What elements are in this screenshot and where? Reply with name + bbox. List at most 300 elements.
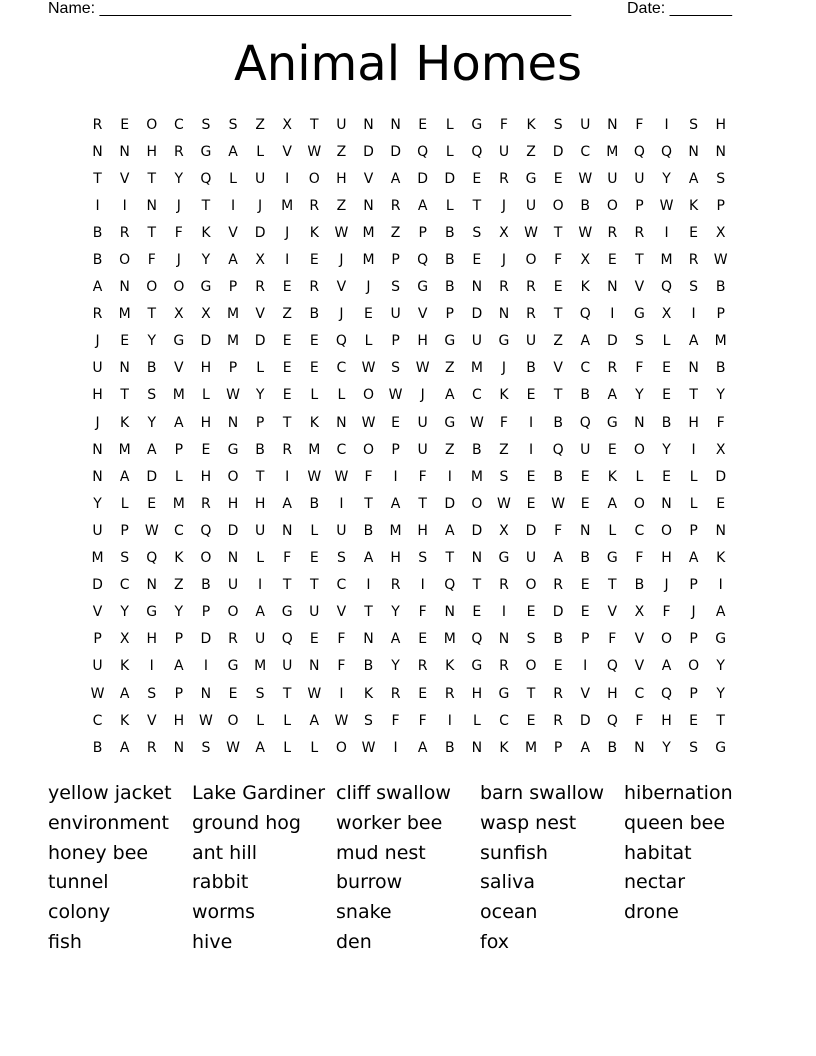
grid-letter[interactable]: D bbox=[363, 143, 374, 160]
grid-letter[interactable]: X bbox=[661, 306, 672, 323]
grid-letter[interactable]: E bbox=[526, 468, 536, 485]
grid-letter[interactable]: N bbox=[607, 116, 618, 133]
grid-letter[interactable]: I bbox=[393, 739, 398, 756]
grid-letter[interactable]: H bbox=[661, 712, 672, 729]
grid-letter[interactable]: H bbox=[200, 360, 212, 377]
grid-letter[interactable]: Z bbox=[336, 143, 347, 160]
grid-letter[interactable]: P bbox=[391, 441, 400, 458]
grid-letter[interactable]: F bbox=[635, 116, 644, 133]
grid-letter[interactable]: Y bbox=[391, 604, 400, 621]
grid-letter[interactable]: M bbox=[226, 306, 240, 323]
grid-letter[interactable]: V bbox=[580, 685, 591, 702]
grid-letter[interactable]: V bbox=[228, 224, 238, 241]
grid-letter[interactable]: X bbox=[282, 116, 292, 133]
grid-letter[interactable]: V bbox=[146, 712, 157, 729]
grid-letter[interactable]: P bbox=[716, 306, 725, 323]
grid-letter[interactable]: B bbox=[553, 468, 563, 485]
grid-letter[interactable]: B bbox=[363, 522, 374, 539]
grid-letter[interactable]: A bbox=[363, 550, 374, 567]
grid-letter[interactable]: W bbox=[659, 197, 674, 214]
grid-letter[interactable]: A bbox=[92, 279, 103, 296]
grid-letter[interactable]: R bbox=[390, 577, 401, 594]
grid-letter[interactable]: N bbox=[498, 631, 510, 648]
grid-letter[interactable]: U bbox=[525, 197, 537, 214]
grid-letter[interactable]: E bbox=[364, 306, 373, 323]
grid-letter[interactable]: O bbox=[688, 658, 700, 675]
grid-letter[interactable]: A bbox=[715, 604, 726, 621]
grid-letter[interactable]: R bbox=[92, 306, 103, 323]
grid-letter[interactable]: S bbox=[201, 739, 211, 756]
grid-letter[interactable]: O bbox=[661, 522, 673, 539]
grid-letter[interactable]: A bbox=[390, 495, 401, 512]
grid-letter[interactable]: N bbox=[92, 143, 103, 160]
grid-letter[interactable]: L bbox=[337, 387, 346, 404]
grid-letter[interactable]: A bbox=[390, 170, 401, 187]
grid-letter[interactable]: I bbox=[230, 197, 236, 214]
grid-letter[interactable]: B bbox=[661, 414, 672, 431]
grid-letter[interactable]: S bbox=[120, 550, 130, 567]
grid-letter[interactable]: M bbox=[362, 224, 375, 241]
grid-letter[interactable]: B bbox=[526, 360, 536, 377]
grid-letter[interactable]: L bbox=[310, 522, 319, 539]
grid-letter[interactable]: G bbox=[444, 414, 456, 431]
grid-letter[interactable]: U bbox=[580, 116, 591, 133]
grid-letter[interactable]: U bbox=[417, 441, 428, 458]
grid-letter[interactable]: D bbox=[254, 333, 266, 350]
grid-letter[interactable]: J bbox=[366, 279, 371, 296]
grid-letter[interactable]: S bbox=[391, 279, 401, 296]
grid-letter[interactable]: E bbox=[282, 333, 292, 350]
grid-letter[interactable]: W bbox=[469, 414, 484, 431]
grid-letter[interactable]: E bbox=[526, 495, 536, 512]
grid-letter[interactable]: O bbox=[200, 550, 212, 567]
grid-letter[interactable]: E bbox=[309, 360, 319, 377]
grid-letter[interactable]: T bbox=[282, 414, 292, 431]
grid-letter[interactable]: E bbox=[716, 495, 726, 512]
grid-letter[interactable]: B bbox=[580, 197, 591, 214]
grid-letter[interactable]: U bbox=[498, 143, 510, 160]
grid-letter[interactable]: Y bbox=[662, 441, 671, 458]
grid-letter[interactable]: I bbox=[393, 468, 398, 485]
grid-letter[interactable]: W bbox=[307, 685, 322, 702]
grid-letter[interactable]: J bbox=[664, 577, 669, 594]
grid-letter[interactable]: I bbox=[285, 468, 290, 485]
grid-letter[interactable]: E bbox=[282, 279, 292, 296]
grid-letter[interactable]: Q bbox=[335, 333, 347, 350]
grid-letter[interactable]: U bbox=[471, 333, 482, 350]
grid-letter[interactable]: O bbox=[227, 468, 239, 485]
grid-letter[interactable]: B bbox=[634, 577, 645, 594]
grid-letter[interactable]: B bbox=[715, 279, 726, 296]
grid-letter[interactable]: P bbox=[93, 631, 102, 648]
grid-letter[interactable]: X bbox=[715, 224, 726, 241]
grid-letter[interactable]: D bbox=[444, 495, 456, 512]
grid-letter[interactable]: D bbox=[390, 143, 401, 160]
grid-letter[interactable]: Y bbox=[391, 658, 400, 675]
grid-letter[interactable]: D bbox=[146, 468, 158, 485]
grid-letter[interactable]: R bbox=[309, 197, 320, 214]
grid-letter[interactable]: G bbox=[417, 279, 429, 296]
grid-letter[interactable]: E bbox=[418, 116, 428, 133]
grid-letter[interactable]: U bbox=[282, 658, 293, 675]
grid-letter[interactable]: Y bbox=[255, 387, 265, 404]
grid-letter[interactable]: E bbox=[553, 658, 563, 675]
grid-letter[interactable]: E bbox=[662, 360, 671, 377]
grid-letter[interactable]: R bbox=[146, 739, 157, 756]
grid-letter[interactable]: P bbox=[120, 522, 129, 539]
grid-letter[interactable]: F bbox=[418, 712, 427, 729]
grid-letter[interactable]: M bbox=[254, 658, 267, 675]
grid-letter[interactable]: S bbox=[418, 550, 428, 567]
grid-letter[interactable]: N bbox=[390, 116, 401, 133]
grid-letter[interactable]: W bbox=[361, 739, 376, 756]
grid-letter[interactable]: S bbox=[364, 712, 373, 729]
name-field[interactable]: Name: _____________________________________________________ bbox=[48, 0, 572, 17]
grid-letter[interactable]: U bbox=[336, 116, 347, 133]
grid-letter[interactable]: D bbox=[552, 604, 564, 621]
grid-letter[interactable]: R bbox=[92, 116, 103, 133]
grid-letter[interactable]: W bbox=[388, 387, 403, 404]
grid-letter[interactable]: P bbox=[228, 279, 238, 296]
grid-letter[interactable]: G bbox=[200, 143, 212, 160]
grid-letter[interactable]: Z bbox=[444, 441, 455, 458]
grid-letter[interactable]: A bbox=[119, 685, 130, 702]
grid-letter[interactable]: Q bbox=[552, 441, 564, 458]
grid-letter[interactable]: N bbox=[146, 577, 157, 594]
grid-letter[interactable]: I bbox=[420, 577, 425, 594]
grid-letter[interactable]: S bbox=[147, 387, 157, 404]
grid-letter[interactable]: B bbox=[255, 441, 265, 458]
grid-letter[interactable]: X bbox=[634, 604, 645, 621]
grid-letter[interactable]: E bbox=[580, 468, 590, 485]
grid-letter[interactable]: Q bbox=[200, 522, 212, 539]
grid-letter[interactable]: U bbox=[525, 333, 537, 350]
grid-letter[interactable]: I bbox=[718, 577, 723, 594]
grid-letter[interactable]: N bbox=[498, 306, 510, 323]
grid-letter[interactable]: K bbox=[607, 468, 617, 485]
grid-letter[interactable]: S bbox=[634, 333, 644, 350]
grid-letter[interactable]: Y bbox=[120, 604, 129, 621]
grid-letter[interactable]: Q bbox=[579, 306, 591, 323]
grid-letter[interactable]: Y bbox=[716, 685, 725, 702]
grid-letter[interactable]: E bbox=[201, 441, 211, 458]
grid-letter[interactable]: M bbox=[470, 468, 483, 485]
grid-letter[interactable]: P bbox=[391, 252, 400, 269]
grid-letter[interactable]: N bbox=[634, 739, 645, 756]
grid-letter[interactable]: K bbox=[689, 197, 699, 214]
grid-letter[interactable]: E bbox=[662, 468, 671, 485]
grid-letter[interactable]: R bbox=[634, 224, 645, 241]
grid-letter[interactable]: I bbox=[258, 577, 263, 594]
grid-letter[interactable]: F bbox=[554, 522, 563, 539]
grid-letter[interactable]: G bbox=[498, 333, 510, 350]
grid-letter[interactable]: E bbox=[418, 685, 428, 702]
grid-letter[interactable]: P bbox=[228, 360, 238, 377]
grid-letter[interactable]: L bbox=[608, 522, 617, 539]
grid-letter[interactable]: W bbox=[199, 712, 213, 729]
grid-letter[interactable]: X bbox=[201, 306, 211, 323]
grid-letter[interactable]: B bbox=[146, 360, 157, 377]
grid-letter[interactable]: F bbox=[364, 468, 373, 485]
grid-letter[interactable]: P bbox=[391, 333, 400, 350]
grid-letter[interactable]: L bbox=[635, 468, 644, 485]
grid-letter[interactable]: J bbox=[339, 306, 344, 323]
grid-letter[interactable]: Y bbox=[147, 414, 157, 431]
grid-letter[interactable]: F bbox=[391, 712, 400, 729]
grid-letter[interactable]: A bbox=[607, 495, 618, 512]
grid-letter[interactable]: R bbox=[390, 197, 401, 214]
grid-letter[interactable]: E bbox=[228, 685, 238, 702]
grid-letter[interactable]: G bbox=[200, 279, 212, 296]
grid-letter[interactable]: U bbox=[92, 658, 103, 675]
grid-letter[interactable]: Y bbox=[716, 387, 725, 404]
grid-letter[interactable]: W bbox=[307, 468, 322, 485]
grid-letter[interactable]: O bbox=[362, 387, 374, 404]
grid-letter[interactable]: I bbox=[203, 658, 208, 675]
grid-letter[interactable]: T bbox=[120, 387, 129, 404]
grid-letter[interactable]: N bbox=[715, 522, 726, 539]
grid-letter[interactable]: O bbox=[308, 170, 320, 187]
grid-letter[interactable]: H bbox=[471, 685, 483, 702]
grid-letter[interactable]: N bbox=[119, 143, 130, 160]
grid-letter[interactable]: L bbox=[256, 143, 265, 160]
grid-letter[interactable]: L bbox=[662, 333, 671, 350]
grid-letter[interactable]: I bbox=[528, 414, 534, 431]
grid-letter[interactable]: N bbox=[92, 468, 103, 485]
grid-letter[interactable]: Q bbox=[146, 550, 158, 567]
grid-letter[interactable]: J bbox=[95, 333, 100, 350]
grid-letter[interactable]: I bbox=[528, 441, 534, 458]
grid-letter[interactable]: E bbox=[309, 333, 319, 350]
grid-letter[interactable]: Y bbox=[174, 604, 184, 621]
grid-letter[interactable]: G bbox=[633, 306, 645, 323]
grid-letter[interactable]: Y bbox=[93, 495, 102, 512]
grid-letter[interactable]: A bbox=[417, 197, 428, 214]
grid-letter[interactable]: P bbox=[174, 631, 184, 648]
grid-letter[interactable]: I bbox=[691, 441, 696, 458]
grid-letter[interactable]: V bbox=[634, 279, 645, 296]
grid-letter[interactable]: Z bbox=[390, 224, 401, 241]
grid-letter[interactable]: C bbox=[336, 441, 347, 458]
grid-letter[interactable]: R bbox=[390, 685, 401, 702]
grid-letter[interactable]: V bbox=[634, 631, 645, 648]
grid-letter[interactable]: A bbox=[390, 631, 401, 648]
grid-letter[interactable]: D bbox=[444, 170, 456, 187]
grid-letter[interactable]: A bbox=[146, 441, 157, 458]
grid-letter[interactable]: F bbox=[337, 631, 346, 648]
grid-letter[interactable]: N bbox=[661, 495, 672, 512]
grid-letter[interactable]: W bbox=[497, 495, 511, 512]
grid-letter[interactable]: A bbox=[174, 658, 184, 675]
grid-letter[interactable]: L bbox=[256, 360, 265, 377]
grid-letter[interactable]: N bbox=[471, 279, 483, 296]
grid-letter[interactable]: N bbox=[200, 685, 212, 702]
grid-letter[interactable]: G bbox=[444, 333, 456, 350]
grid-letter[interactable]: L bbox=[445, 143, 454, 160]
grid-letter[interactable]: C bbox=[119, 577, 130, 594]
grid-letter[interactable]: K bbox=[526, 116, 536, 133]
grid-letter[interactable]: M bbox=[281, 197, 294, 214]
grid-letter[interactable]: M bbox=[714, 333, 727, 350]
grid-letter[interactable]: K bbox=[499, 387, 509, 404]
grid-letter[interactable]: O bbox=[146, 279, 158, 296]
date-field[interactable]: Date: _______ bbox=[627, 0, 732, 17]
grid-letter[interactable]: B bbox=[363, 658, 374, 675]
grid-letter[interactable]: G bbox=[715, 631, 727, 648]
grid-letter[interactable]: X bbox=[255, 252, 265, 269]
grid-letter[interactable]: I bbox=[664, 116, 669, 133]
grid-letter[interactable]: U bbox=[580, 441, 591, 458]
grid-letter[interactable]: F bbox=[608, 631, 617, 648]
grid-letter[interactable]: D bbox=[417, 170, 429, 187]
grid-letter[interactable]: T bbox=[635, 252, 644, 269]
grid-letter[interactable]: R bbox=[607, 360, 618, 377]
grid-letter[interactable]: T bbox=[553, 387, 563, 404]
grid-letter[interactable]: G bbox=[498, 550, 510, 567]
grid-letter[interactable]: P bbox=[689, 577, 698, 594]
grid-letter[interactable]: B bbox=[715, 360, 726, 377]
grid-letter[interactable]: L bbox=[445, 116, 454, 133]
grid-letter[interactable]: O bbox=[633, 495, 645, 512]
grid-letter[interactable]: C bbox=[92, 712, 103, 729]
grid-letter[interactable]: V bbox=[255, 306, 265, 323]
grid-letter[interactable]: P bbox=[445, 306, 454, 323]
grid-letter[interactable]: S bbox=[716, 170, 726, 187]
grid-letter[interactable]: O bbox=[661, 631, 673, 648]
grid-letter[interactable]: S bbox=[553, 116, 563, 133]
grid-letter[interactable]: R bbox=[526, 279, 536, 296]
grid-letter[interactable]: O bbox=[525, 252, 537, 269]
grid-letter[interactable]: Z bbox=[526, 143, 536, 160]
grid-letter[interactable]: S bbox=[689, 739, 699, 756]
grid-letter[interactable]: D bbox=[200, 631, 212, 648]
grid-letter[interactable]: K bbox=[309, 224, 319, 241]
grid-letter[interactable]: O bbox=[606, 197, 618, 214]
grid-letter[interactable]: J bbox=[176, 197, 181, 214]
grid-letter[interactable]: R bbox=[499, 170, 509, 187]
grid-letter[interactable]: S bbox=[201, 116, 211, 133]
grid-letter[interactable]: M bbox=[389, 522, 402, 539]
grid-letter[interactable]: U bbox=[634, 170, 645, 187]
grid-letter[interactable]: T bbox=[418, 495, 427, 512]
grid-letter[interactable]: S bbox=[391, 360, 401, 377]
grid-letter[interactable]: R bbox=[688, 252, 699, 269]
grid-letter[interactable]: O bbox=[525, 658, 537, 675]
grid-letter[interactable]: S bbox=[689, 279, 699, 296]
grid-letter[interactable]: U bbox=[227, 577, 239, 594]
grid-letter[interactable]: Q bbox=[444, 577, 456, 594]
grid-letter[interactable]: Z bbox=[499, 441, 509, 458]
grid-letter[interactable]: I bbox=[583, 658, 588, 675]
grid-letter[interactable]: M bbox=[660, 252, 673, 269]
grid-letter[interactable]: L bbox=[364, 333, 373, 350]
grid-letter[interactable]: I bbox=[339, 685, 344, 702]
grid-letter[interactable]: C bbox=[634, 522, 645, 539]
grid-letter[interactable]: I bbox=[285, 252, 290, 269]
grid-letter[interactable]: I bbox=[339, 495, 344, 512]
grid-letter[interactable]: T bbox=[472, 577, 482, 594]
grid-letter[interactable]: W bbox=[551, 495, 566, 512]
grid-letter[interactable]: T bbox=[147, 306, 157, 323]
grid-letter[interactable]: Y bbox=[147, 333, 157, 350]
grid-letter[interactable]: L bbox=[310, 739, 319, 756]
grid-letter[interactable]: H bbox=[607, 685, 618, 702]
grid-letter[interactable]: M bbox=[525, 739, 538, 756]
grid-letter[interactable]: U bbox=[254, 170, 266, 187]
grid-letter[interactable]: F bbox=[337, 658, 346, 675]
grid-letter[interactable]: E bbox=[282, 387, 292, 404]
grid-letter[interactable]: E bbox=[147, 495, 157, 512]
grid-letter[interactable]: E bbox=[120, 116, 130, 133]
grid-letter[interactable]: N bbox=[119, 360, 130, 377]
grid-letter[interactable]: R bbox=[417, 658, 428, 675]
grid-letter[interactable]: F bbox=[418, 468, 427, 485]
grid-letter[interactable]: N bbox=[119, 279, 130, 296]
grid-letter[interactable]: I bbox=[285, 170, 290, 187]
grid-letter[interactable]: N bbox=[281, 522, 293, 539]
grid-letter[interactable]: E bbox=[526, 387, 536, 404]
grid-letter[interactable]: R bbox=[553, 712, 563, 729]
grid-letter[interactable]: S bbox=[228, 116, 238, 133]
grid-letter[interactable]: A bbox=[119, 468, 130, 485]
grid-letter[interactable]: I bbox=[664, 224, 669, 241]
grid-letter[interactable]: G bbox=[498, 685, 510, 702]
grid-letter[interactable]: E bbox=[309, 550, 319, 567]
grid-letter[interactable]: T bbox=[553, 224, 563, 241]
grid-letter[interactable]: D bbox=[200, 333, 212, 350]
grid-letter[interactable]: H bbox=[92, 387, 103, 404]
grid-letter[interactable]: R bbox=[309, 279, 320, 296]
grid-letter[interactable]: S bbox=[499, 468, 509, 485]
grid-letter[interactable]: P bbox=[581, 631, 590, 648]
grid-letter[interactable]: B bbox=[92, 224, 103, 241]
grid-letter[interactable]: I bbox=[122, 197, 127, 214]
grid-letter[interactable]: E bbox=[526, 712, 536, 729]
grid-letter[interactable]: X bbox=[580, 252, 591, 269]
grid-letter[interactable]: Z bbox=[444, 360, 455, 377]
grid-letter[interactable]: I bbox=[501, 604, 507, 621]
grid-letter[interactable]: N bbox=[363, 116, 374, 133]
grid-letter[interactable]: L bbox=[445, 197, 454, 214]
grid-letter[interactable]: L bbox=[689, 495, 698, 512]
grid-letter[interactable]: Q bbox=[200, 170, 212, 187]
grid-letter[interactable]: L bbox=[256, 712, 265, 729]
grid-letter[interactable]: H bbox=[200, 414, 212, 431]
grid-letter[interactable]: M bbox=[470, 360, 483, 377]
grid-letter[interactable]: K bbox=[120, 712, 130, 729]
grid-letter[interactable]: G bbox=[227, 658, 239, 675]
grid-letter[interactable]: A bbox=[309, 712, 320, 729]
grid-letter[interactable]: L bbox=[256, 550, 265, 567]
grid-letter[interactable]: G bbox=[471, 116, 483, 133]
grid-letter[interactable]: Q bbox=[606, 712, 618, 729]
grid-letter[interactable]: W bbox=[524, 224, 538, 241]
grid-letter[interactable]: I bbox=[447, 712, 452, 729]
grid-letter[interactable]: V bbox=[92, 604, 103, 621]
grid-letter[interactable]: N bbox=[92, 441, 103, 458]
grid-letter[interactable]: N bbox=[688, 360, 699, 377]
grid-letter[interactable]: W bbox=[361, 414, 376, 431]
grid-letter[interactable]: Y bbox=[635, 387, 644, 404]
grid-letter[interactable]: E bbox=[553, 279, 563, 296]
grid-letter[interactable]: M bbox=[308, 441, 321, 458]
grid-letter[interactable]: N bbox=[471, 550, 483, 567]
grid-letter[interactable]: N bbox=[146, 197, 157, 214]
grid-letter[interactable]: Y bbox=[174, 170, 184, 187]
grid-letter[interactable]: T bbox=[201, 197, 211, 214]
grid-letter[interactable]: U bbox=[309, 604, 320, 621]
grid-letter[interactable]: G bbox=[281, 604, 293, 621]
